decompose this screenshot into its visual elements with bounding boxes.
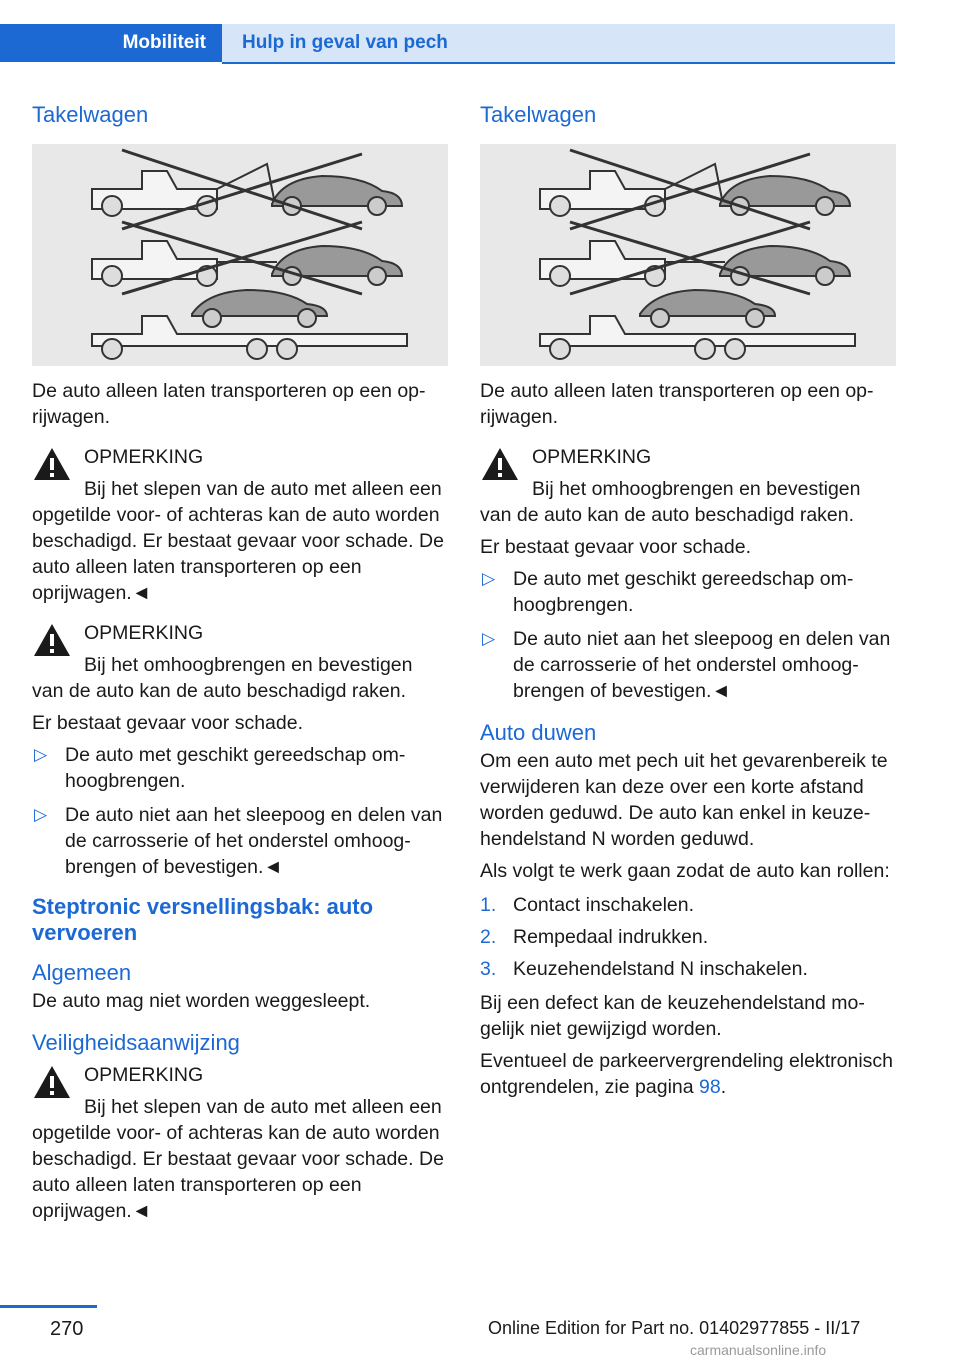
tow-truck-icon [480, 144, 896, 366]
heading-auto-duwen: Auto duwen [480, 720, 597, 745]
tow-truck-illustration [480, 144, 896, 366]
header-tabs [0, 24, 895, 62]
triangle-bullet-icon: ▷ [482, 629, 496, 648]
list-item: ▷ De auto niet aan het sleepoog en delen van de carrosserie of het onderstel omhoogbrengen of bevestigen.◄ [34, 804, 443, 878]
risk-text: Er bestaat gevaar voor schade. [480, 536, 751, 558]
warning-triangle-icon [32, 622, 72, 658]
tab-hulp-bij-pech[interactable]: Hulp in geval van pech [222, 24, 895, 62]
triangle-bullet-icon: ▷ [482, 569, 496, 588]
right-column [480, 100, 896, 1100]
page-number: 270 [50, 1318, 84, 1340]
warning-label: OPMERKING [84, 446, 204, 468]
warning-label: OPMERKING [532, 446, 652, 468]
risk-text: Er bestaat gevaar voor schade. [32, 712, 303, 734]
list-item: 1. Contact inschakelen. [480, 894, 695, 916]
steps-list [480, 892, 896, 982]
warning-triangle-icon [32, 1064, 72, 1100]
tow-truck-illustration [32, 144, 448, 366]
intro-text: De auto alleen laten transporteren op een oprijwagen. [32, 380, 426, 428]
heading-takelwagen: Takelwagen [480, 102, 597, 127]
heading-algemeen: Algemeen [32, 960, 132, 985]
left-column [32, 100, 448, 1224]
defect-text: Bij een defect kan de keuzehendelstand mogelijk niet gewijzigd worden. [480, 992, 865, 1040]
bullet-list [480, 566, 896, 704]
tow-truck-icon [32, 144, 448, 366]
bullet-list [32, 742, 448, 880]
heading-steptronic: Steptronic versnellingsbak: auto vervoeren [32, 894, 374, 945]
list-item: 2. Rempedaal indrukken. [480, 926, 709, 948]
warning-label: OPMERKING [84, 622, 204, 644]
warning-block [480, 444, 896, 528]
algemeen-text: De auto mag niet worden weggesleept. [32, 990, 371, 1012]
warning-block [32, 1062, 448, 1224]
warning-triangle-icon [32, 446, 72, 482]
warning-text: Bij het slepen van de auto met alleen een opgetilde voor- of achteras kan de auto worden beschadigd. Er bestaat gevaar voor schade. De auto alleen laten transporteren op een oprijwagen.◄ [32, 1096, 444, 1222]
page-link[interactable]: 98 [699, 1076, 721, 1098]
list-item: ▷ De auto met geschikt gereedschap omhoogbrengen. [34, 744, 406, 792]
list-item: ▷ De auto met geschikt gereedschap omhoogbrengen. [482, 568, 854, 616]
steps-intro: Als volgt te werk gaan zodat de auto kan rollen: [480, 860, 890, 882]
warning-text: Bij het omhoogbrengen en bevestigen van de auto kan de auto beschadigd raken. [480, 478, 861, 526]
warning-block [32, 620, 448, 704]
warning-label: OPMERKING [84, 1064, 204, 1086]
triangle-bullet-icon: ▷ [34, 805, 48, 824]
warning-triangle-icon [480, 446, 520, 482]
triangle-bullet-icon: ▷ [34, 745, 48, 764]
watermark: carmanualsonline.info [690, 1342, 827, 1358]
warning-block [32, 444, 448, 606]
list-item: 3. Keuzehendelstand N inschakelen. [480, 958, 808, 980]
tab-mobiliteit[interactable]: Mobiliteit [0, 24, 222, 62]
heading-takelwagen: Takelwagen [32, 102, 149, 127]
duwen-text: Om een auto met pech uit het gevarenbereik te verwijderen kan deze over een korte afstand worden geduwd. De auto kan enkel in keuzehendelstand N worden geduwd. [480, 750, 888, 850]
list-item: ▷ De auto niet aan het sleepoog en delen van de carrosserie of het onderstel omhoogbrengen of bevestigen.◄ [482, 628, 891, 702]
edition-text: Online Edition for Part no. 01402977855 - II/17 [488, 1318, 861, 1338]
warning-text: Bij het omhoogbrengen en bevestigen van de auto kan de auto beschadigd raken. [32, 654, 413, 702]
park-text: Eventueel de parkeervergrendeling elektronisch ontgrendelen, zie pagina 98. [480, 1050, 894, 1098]
footer-rule [0, 1305, 97, 1308]
intro-text: De auto alleen laten transporteren op een oprijwagen. [480, 380, 874, 428]
warning-text: Bij het slepen van de auto met alleen een opgetilde voor- of achteras kan de auto worden beschadigd. Er bestaat gevaar voor schade. De auto alleen laten transporteren op een oprijwagen.◄ [32, 478, 444, 604]
heading-veiligheidsaanwijzing: Veiligheidsaanwijzing [32, 1030, 240, 1055]
